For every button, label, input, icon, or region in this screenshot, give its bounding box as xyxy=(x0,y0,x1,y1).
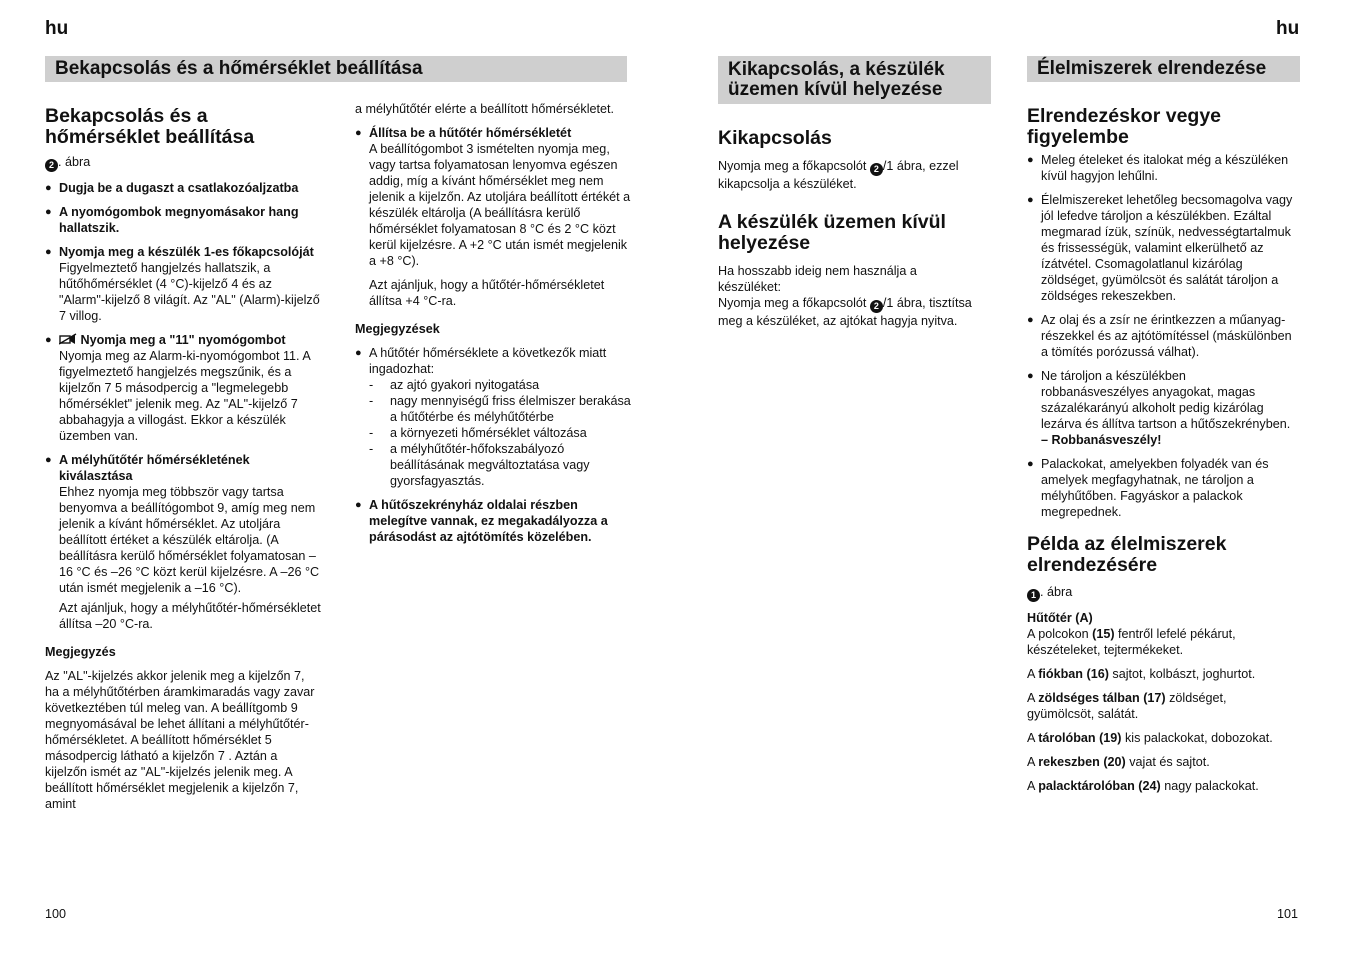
list-item-title: ● A mélyhűtőtér hőmérsékletének kiválasztása xyxy=(59,453,250,483)
recommendation-text: Azt ajánljuk, hogy a hűtőtér-hőmérsékletet állítsa +4 °C-ra. xyxy=(369,278,605,308)
figure-number-badge: 2 xyxy=(870,300,883,313)
section-banner-left: Bekapcsolás és a hőmérséklet beállítása xyxy=(45,56,627,82)
list-item-text: ● A hűtőtér hőmérséklete a következők miatt ingadozhat: xyxy=(369,346,607,376)
dash-item: - az ajtó gyakori nyitogatása xyxy=(369,377,631,393)
column-2 xyxy=(355,101,631,553)
section-heading: Kikapcsolás xyxy=(718,127,832,149)
list-item xyxy=(1027,368,1295,448)
text-run: fiókban (16) xyxy=(1038,667,1109,681)
list-item xyxy=(45,332,321,444)
dash-item: - a mélyhűtőtér-hőfokszabályozó beállításának megváltoztatása vagy gyorsfagyasztás. xyxy=(369,441,631,489)
language-label-left: hu xyxy=(45,18,69,39)
paragraph xyxy=(718,295,980,329)
list-item: ● Élelmiszereket lehetőleg becsomagolva vagy jól lefedve tároljon a készülékben. Ezáltal megmarad ízük, színük, nedvességtartalmuk és frissességük, valamint elkerülhető az ízátvétel. Csomagolatlanul kizárólag zöldséget, gyümölcsöt és salátát tároljon a zöldséges rekeszekben. xyxy=(1027,192,1295,304)
list-item xyxy=(45,452,321,632)
list-item-title xyxy=(59,332,321,348)
column-4 xyxy=(1027,106,1295,802)
paragraph xyxy=(718,158,980,192)
note-title: Megjegyzés xyxy=(45,645,116,659)
advice-list xyxy=(1027,152,1295,520)
list-item: ● Az olaj és a zsír ne érintkezzen a műanyag-részekkel és az ajtótömítéssel (máskülönben a tömítés porózussá válhat). xyxy=(1027,312,1295,360)
column-3 xyxy=(718,128,980,337)
paragraph xyxy=(1027,690,1295,722)
section-banner-right: Élelmiszerek elrendezése xyxy=(1027,56,1300,82)
list-item-text: Figyelmeztető hangjelzés hallatszik, a hűtőhőmérséklet (4 °C)-kijelző 4 és az "Alarm"-kijelző 8 világít. Az "AL" (Alarm)-kijelző 7 villog. xyxy=(59,261,320,323)
section-heading: Példa az élelmiszerek elrendezésére xyxy=(1027,533,1227,576)
text-run: /1 ábra, ezzel kikapcsolja a készüléket. xyxy=(718,159,959,191)
section-heading: Elrendezéskor vegye figyelembe xyxy=(1027,105,1222,148)
fridge-title: Hűtőtér (A) xyxy=(1027,611,1093,625)
list-item-text: A beállítógombot 3 ismételten nyomja meg, vagy tartsa folyamatosan lenyomva egészen addig, míg a kívánt hőmérséklet meg nem jelenik a kijelzőn. Az utoljára beállított értékét a készülék eltárolja (A beállításra kerülő hőmérséklet folyamatosan 8 °C és 2 °C közt kerül kijelzésre. A +2 °C után ismét megjelenik a +8 °C). xyxy=(369,142,631,268)
list-item: ● A nyomógombok megnyomásakor hang hallatszik. xyxy=(45,204,321,236)
text-run: (15) xyxy=(1092,627,1115,641)
list-item-title: ● Nyomja meg a készülék 1-es főkapcsolóját xyxy=(59,245,314,259)
text-run: palacktárolóban (24) xyxy=(1038,779,1161,793)
section-banner-middle: Kikapcsolás, a készülék üzemen kívül helyezése xyxy=(718,56,991,104)
list-item xyxy=(355,345,631,489)
figure-number-badge: 2 xyxy=(45,159,58,172)
text-run: vajat és sajtot. xyxy=(1125,755,1210,769)
paragraph xyxy=(1027,666,1295,682)
language-label-right: hu xyxy=(1276,18,1300,39)
list-item-title: ● Állítsa be a hűtőtér hőmérsékletét xyxy=(369,126,572,140)
text-run: A xyxy=(1027,755,1039,769)
text-run: A xyxy=(1027,779,1039,793)
text-run: Nyomja meg a főkapcsolót xyxy=(718,159,870,173)
paragraph xyxy=(1027,778,1295,794)
list-item: ● Meleg ételeket és italokat még a készüléken kívül hagyjon lehűlni. xyxy=(1027,152,1295,184)
list-item-text: ● Ne tároljon a készülékben robbanásveszélyes anyagokat, magas százalékarányú alkoholt pedig kizárólag lezárva és állítva tartson a hűtőszekrényben. xyxy=(1041,369,1291,431)
list-item: ● A hűtőszekrényház oldalai részben melegítve vannak, ez megakadályozza a párásodást az ajtótömítés közelében. xyxy=(355,497,631,545)
continued-text: a mélyhűtőtér elérte a beállított hőmérsékletet. xyxy=(355,102,615,116)
section-heading: Bekapcsolás és a hőmérséklet beállítása xyxy=(45,105,255,148)
notes-title: Megjegyzések xyxy=(355,322,440,336)
paragraph xyxy=(1027,754,1295,770)
text-run: /1 ábra, tisztítsa meg a készüléket, az ajtókat hagyja nyitva. xyxy=(718,296,972,328)
text-run: sajtot, kolbászt, joghurtot. xyxy=(1108,667,1256,681)
text-run: Nyomja meg a főkapcsolót xyxy=(718,296,870,310)
list-item-text: Nyomja meg az Alarm-ki-nyomógombot 11. A figyelmeztető hangjelzés megszűnik, és a kijelzőn 7 5 másodpercig a "legmelegebb hőmérséklet" jelenik meg. Az "AL"-kijelző 7 abbahagyja a villogást. Ekkor a készülék üzemben van. xyxy=(59,349,311,443)
text-run: kis palackokat, dobozokat. xyxy=(1121,731,1273,745)
text-run: A polcokon xyxy=(1027,627,1093,641)
list-item: ● Palackokat, amelyekben folyadék van és amelyek megfagyhatnak, ne tároljon a mélyhűtőben. Fagyáskor a palackok megrepednek. xyxy=(1027,456,1295,520)
figure-number-badge: 1 xyxy=(1027,589,1040,602)
notes-list xyxy=(355,345,631,545)
paragraph xyxy=(1027,730,1295,746)
list-item xyxy=(355,125,631,309)
warning-text: – Robbanásveszély! xyxy=(1041,433,1162,447)
text-run: rekeszben (20) xyxy=(1038,755,1126,769)
text-run: zöldséget, gyümölcsöt, salátát. xyxy=(1027,691,1227,721)
dash-item: - a környezeti hőmérséklet változása xyxy=(369,425,631,441)
alarm-off-icon xyxy=(59,333,77,345)
figure-reference: . ábra xyxy=(58,155,91,169)
column-1 xyxy=(45,106,321,820)
list-item xyxy=(45,244,321,324)
paragraph: Ha hosszabb ideig nem használja a készüléket: xyxy=(718,264,917,294)
dash-list xyxy=(369,377,631,489)
paragraph xyxy=(1027,626,1295,658)
note-text: Az "AL"-kijelzés akkor jelenik meg a kijelzőn 7, ha a mélyhűtőtérben áramkimaradás vagy zavar következtében túl meleg van. A beállítgomb 9 megnyomásával be lehet állítani a mélyhűtőtér-hőmérsékletet. A beállított hőmérséklet 5 másodpercig látható a kijelzőn 7 . Aztán a kijelzőn ismét az "AL"-kijelzés jelenik meg. A beállított hőmérséklet megjelenik a kijelzőn 7, amint xyxy=(45,669,315,811)
section-heading: A készülék üzemen kívül helyezése xyxy=(718,211,946,254)
text-run: fentről lefelé pékárut, készételeket, tejtermékeket. xyxy=(1027,627,1236,657)
list-item-text: Ehhez nyomja meg többször vagy tartsa benyomva a beállítógombot 9, amíg meg nem jelenik a kívánt hőmérséklet. Az utoljára beállított értéket a készülék eltárolja. (A beállításra kerülő hőmérséklet folyamatosan –16 °C és –26 °C közt kerül kijelzésre. A –26 °C után ismét megjelenik a –16 °C). xyxy=(59,485,320,595)
dash-item: - nagy mennyiségű friss élelmiszer berakása a hűtőtérbe és mélyhűtőtérbe xyxy=(369,393,631,425)
figure-reference: . ábra xyxy=(1040,585,1073,599)
list-item: ● Dugja be a dugaszt a csatlakozóaljzatba xyxy=(45,180,321,196)
text-run: A xyxy=(1027,691,1039,705)
instruction-list xyxy=(355,125,631,309)
text-run: tárolóban (19) xyxy=(1038,731,1122,745)
text-run: A xyxy=(1027,731,1039,745)
list-item-title-text: Nyomja meg a "11" nyomógombot xyxy=(80,333,286,347)
instruction-list xyxy=(45,180,321,632)
text-run: nagy palackokat. xyxy=(1160,779,1259,793)
text-run: A xyxy=(1027,667,1039,681)
text-run: zöldséges tálban (17) xyxy=(1038,691,1166,705)
recommendation-text: Azt ajánljuk, hogy a mélyhűtőtér-hőmérsékletet állítsa –20 °C-ra. xyxy=(59,601,321,631)
page-number-left: 100 xyxy=(45,907,67,921)
figure-number-badge: 2 xyxy=(870,163,883,176)
page-number-right: 101 xyxy=(1277,907,1299,921)
